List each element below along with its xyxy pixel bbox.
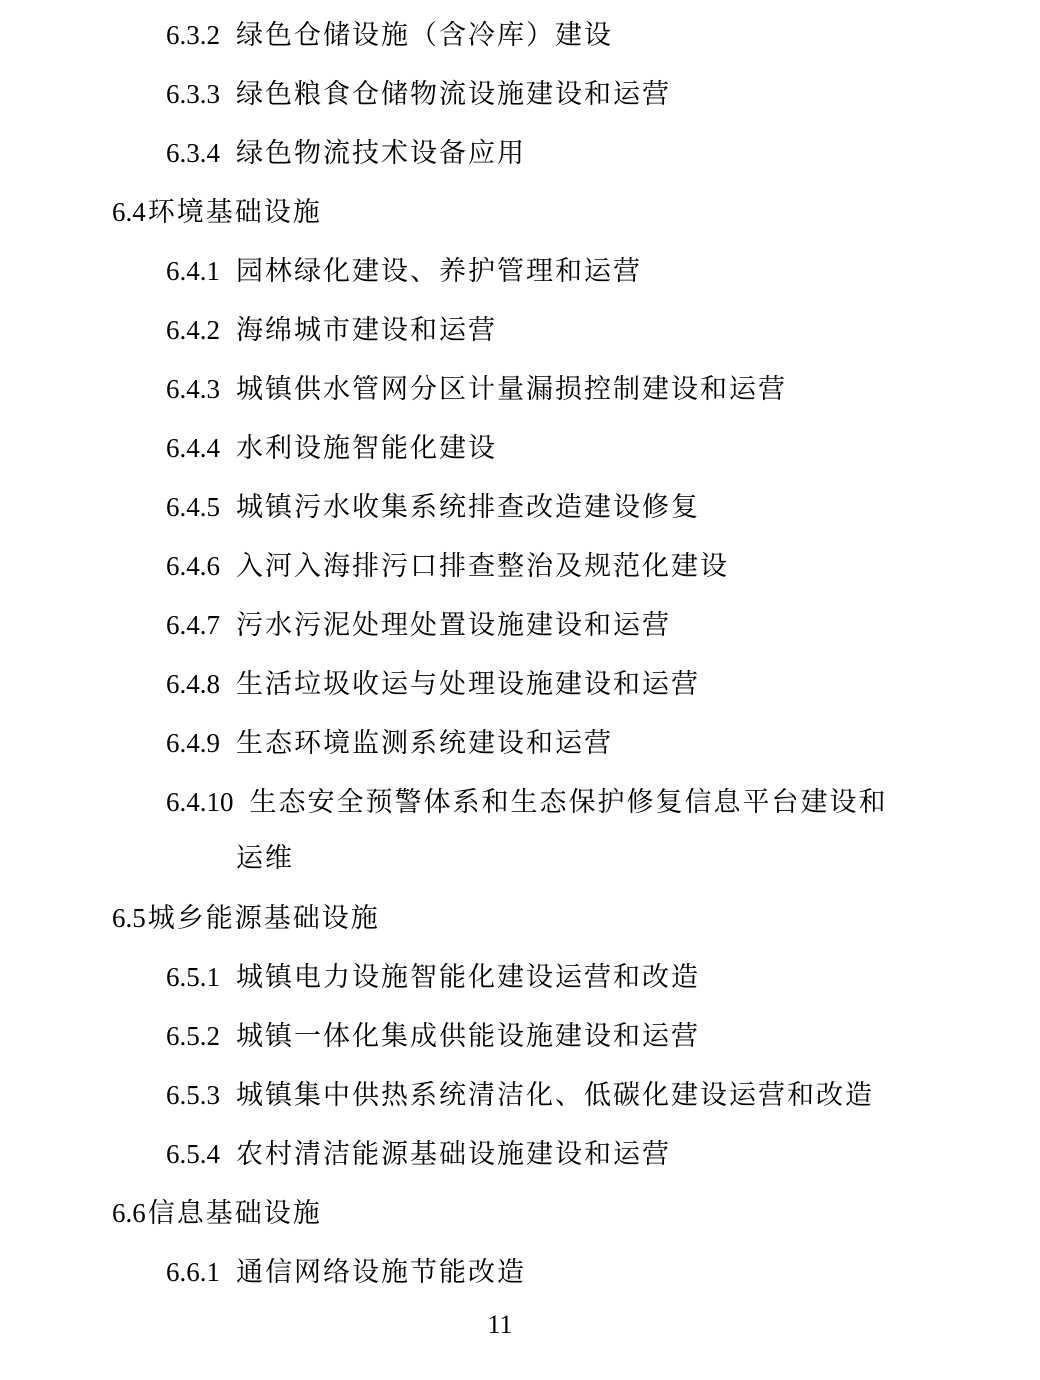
section-title: 城乡能源基础设施 (147, 903, 380, 934)
toc-entry-6-4-10-continuation (236, 841, 294, 877)
entry-title: 生态环境监测系统建设和运营 (236, 728, 613, 759)
toc-entry-6-5-3 (166, 1077, 874, 1114)
toc-entry-6-4-8 (166, 666, 700, 703)
toc-entry-6-5-2 (166, 1018, 700, 1055)
entry-number: 6.4.9 (166, 728, 220, 758)
section-number: 6.5 (112, 903, 146, 933)
entry-title: 生态安全预警体系和生态保护修复信息平台建设和 (249, 787, 888, 818)
toc-section-6-4 (112, 194, 322, 231)
toc-section-6-5 (112, 900, 380, 937)
toc-entry-6-4-7 (166, 607, 671, 644)
entry-title: 城镇集中供热系统清洁化、低碳化建设运营和改造 (236, 1080, 874, 1111)
toc-entry-6-4-1 (166, 253, 642, 290)
entry-title: 通信网络设施节能改造 (236, 1257, 526, 1288)
entry-number: 6.6.1 (166, 1257, 220, 1287)
entry-title: 城镇供水管网分区计量漏损控制建设和运营 (236, 374, 787, 405)
entry-title: 城镇电力设施智能化建设运营和改造 (236, 962, 700, 993)
entry-number: 6.4.3 (166, 374, 220, 404)
toc-entry-6-3-4 (166, 135, 526, 172)
section-title: 信息基础设施 (147, 1198, 322, 1229)
entry-number: 6.3.4 (166, 138, 220, 168)
entry-title: 入河入海排污口排查整治及规范化建设 (236, 551, 729, 582)
toc-entry-6-3-2 (166, 17, 613, 54)
entry-number: 6.5.2 (166, 1021, 220, 1051)
toc-entry-6-4-4 (166, 430, 497, 467)
entry-number: 6.4.5 (166, 492, 220, 522)
entry-number: 6.3.2 (166, 20, 220, 50)
toc-entry-6-3-3 (166, 76, 671, 113)
toc-entry-6-5-4 (166, 1136, 671, 1173)
entry-title: 绿色仓储设施（含冷库）建设 (236, 20, 613, 51)
section-number: 6.4 (112, 197, 146, 227)
entry-title: 农村清洁能源基础设施建设和运营 (236, 1139, 671, 1170)
entry-number: 6.4.10 (166, 787, 234, 817)
page-number: 11 (487, 1310, 513, 1339)
toc-entry-6-4-6 (166, 548, 729, 585)
entry-number: 6.3.3 (166, 79, 220, 109)
entry-number: 6.4.2 (166, 315, 220, 345)
entry-title: 生活垃圾收运与处理设施建设和运营 (236, 669, 700, 700)
entry-number: 6.4.7 (166, 610, 220, 640)
entry-number: 6.4.6 (166, 551, 220, 581)
toc-entry-6-4-3 (166, 371, 787, 408)
toc-entry-6-4-5 (166, 489, 700, 526)
toc-entry-6-5-1 (166, 959, 700, 996)
toc-entry-6-4-2 (166, 312, 497, 349)
entry-title: 城镇一体化集成供能设施建设和运营 (236, 1021, 700, 1052)
entry-title: 绿色粮食仓储物流设施建设和运营 (236, 79, 671, 110)
entry-number: 6.4.4 (166, 433, 220, 463)
entry-title: 城镇污水收集系统排查改造建设修复 (236, 492, 700, 523)
toc-entry-6-4-9 (166, 725, 613, 762)
entry-title: 水利设施智能化建设 (236, 433, 497, 464)
entry-number: 6.5.3 (166, 1080, 220, 1110)
entry-number: 6.4.8 (166, 669, 220, 699)
entry-title: 园林绿化建设、养护管理和运营 (236, 256, 642, 287)
entry-number: 6.5.1 (166, 962, 220, 992)
toc-section-6-6 (112, 1195, 322, 1232)
toc-entry-6-6-1 (166, 1254, 526, 1291)
entry-title: 污水污泥处理处置设施建设和运营 (236, 610, 671, 641)
section-title: 环境基础设施 (147, 197, 322, 228)
entry-title: 绿色物流技术设备应用 (236, 138, 526, 169)
entry-title-continuation: 运维 (236, 843, 294, 874)
entry-number: 6.5.4 (166, 1139, 220, 1169)
entry-number: 6.4.1 (166, 256, 220, 286)
entry-title: 海绵城市建设和运营 (236, 315, 497, 346)
toc-entry-6-4-10 (166, 784, 888, 821)
section-number: 6.6 (112, 1198, 146, 1228)
